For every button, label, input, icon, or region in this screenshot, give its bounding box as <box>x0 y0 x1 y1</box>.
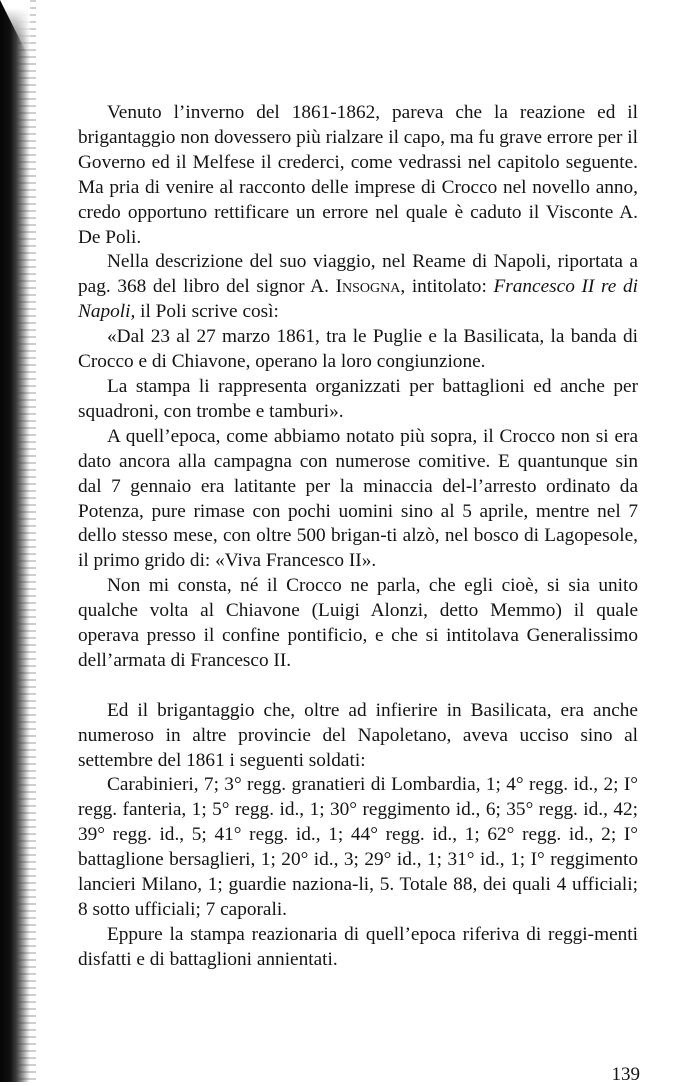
page-body-text <box>78 101 638 973</box>
text-run: Venuto l’inverno del 1861-1862, pareva che la reazione ed il brigantaggio non dovessero più rialzare il capo, ma fu grave errore per il Governo ed il Melfese il crederci, come vedrassi nel capitolo seguente. Ma pria di venire al racconto delle imprese di Crocco nel novello anno, credo opportuno rettificare un errore nel quale è caduto il Visconte A. De Poli. <box>78 102 638 248</box>
text-run: Carabinieri, 7; 3° regg. granatieri di Lombardia, 1; 4° regg. id., 2; I° regg. fanteria, 1; 5° regg. id., 1; 30° reggimento id., 6; 35° regg. id., 42; 39° regg. id., 5; 41° regg. id., 1; 44° regg. id., 1; 62° regg. id., 2; I° battaglione bersaglieri, 1; 20° id., 3; 29° id., 1; 31° id., 1; I° reggimento lancieri Milano, 1; guardie naziona-li, 5. Totale 88, dei quali 4 ufficiali; 8 sotto ufficiali; 7 caporali. <box>78 774 638 920</box>
book-title-italic: Francesco II re di Napoli, <box>78 276 638 323</box>
paragraph <box>78 325 638 375</box>
text-run: La stampa li rappresenta organizzati per battaglioni ed anche per squadroni, con trombe e tamburi». <box>78 375 638 422</box>
text-run: Eppure la stampa reazionaria di quell’epoca riferiva di reggi-menti disfatti e di battaglioni annientati. <box>78 923 638 970</box>
text-run: il Poli scrive così: <box>135 301 279 323</box>
text-run: Ed il brigantaggio che, oltre ad infierire in Basilicata, era anche numeroso in altre provincie del Napoletano, aveva ucciso sino al settembre del 1861 i seguenti soldati: <box>78 699 638 771</box>
text-run: Nella descrizione del suo viaggio, nel Reame di Napoli, riportata a pag. 368 del libro del signor A. <box>78 251 638 298</box>
binding-texture <box>14 0 36 1082</box>
text-run: «Dal 23 al 27 marzo 1861, tra le Puglie e la Basilicata, la banda di Crocco e di Chiavone, operano la loro congiunzione. <box>78 326 638 373</box>
paragraph <box>78 773 638 922</box>
author-name-small-caps: Insogna <box>335 276 401 298</box>
paragraph <box>78 250 638 325</box>
paragraph <box>78 699 638 774</box>
paragraph <box>78 923 638 973</box>
page-number: 139 <box>611 1064 640 1085</box>
text-run: Non mi consta, né il Crocco ne parla, che egli cioè, si sia unito qualche volta al Chiavone (Luigi Alonzi, detto Memmo) il quale operava presso il confine pontificio, e che si intitolava Generalissimo dell’armata di Francesco II. <box>78 575 638 671</box>
text-run: , intitolato: <box>400 276 494 298</box>
text-run: A quell’epoca, come abbiamo notato più sopra, il Crocco non si era dato ancora alla campagna con numerose comitive. E quantunque sin dal 7 gennaio era latitante per la minaccia del-l’arresto ordinato da Potenza, pure rimase con pochi uomini sino al 5 aprile, mentre nel 7 dello stesso mese, con oltre 500 brigan-ti alzò, nel bosco di Lagopesole, il primo grido di: «Viva Francesco II». <box>78 425 638 572</box>
paragraph <box>78 375 638 425</box>
paragraph <box>78 425 638 574</box>
paragraph <box>78 574 638 674</box>
paragraph <box>78 101 638 250</box>
